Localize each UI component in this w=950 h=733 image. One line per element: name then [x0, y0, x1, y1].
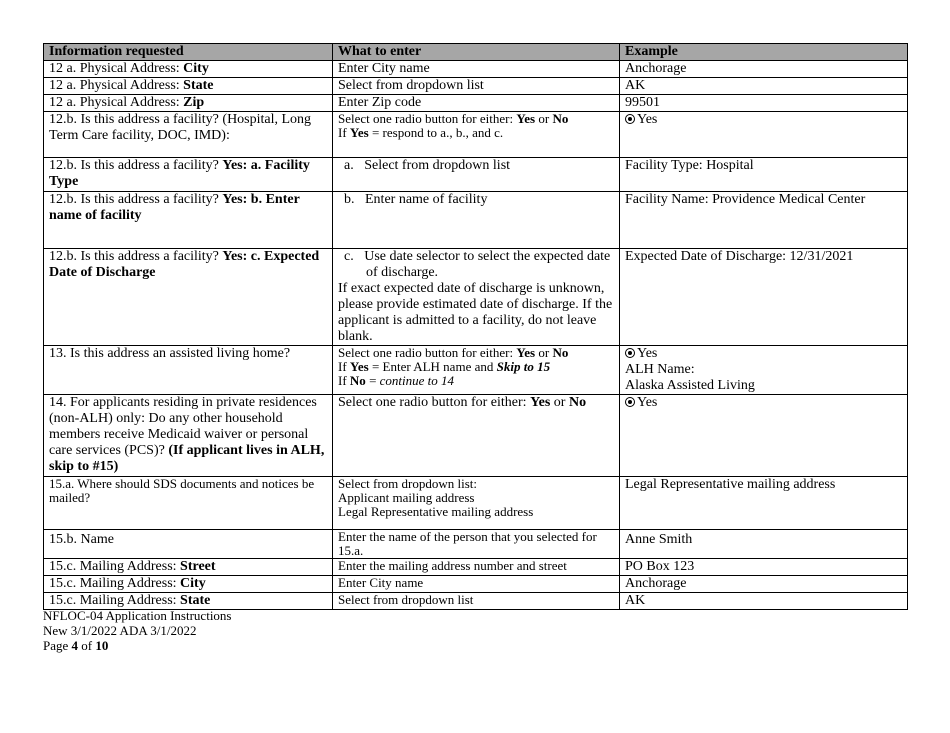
table-row — [44, 593, 908, 610]
info-cell: 12.b. Is this address a facility? Yes: c. Expected Date of Discharge — [44, 249, 333, 346]
table-row — [44, 61, 908, 78]
example-cell: 99501 — [620, 95, 908, 112]
radio-selected-icon — [625, 114, 635, 124]
enter-cell: Select from dropdown list: Applicant mailing address Legal Representative mailing address — [333, 477, 620, 530]
table-header-row — [44, 44, 908, 61]
example-cell: Yes ALH Name: Alaska Assisted Living — [620, 346, 908, 395]
table-row — [44, 346, 908, 395]
table-row — [44, 395, 908, 477]
page-footer — [43, 608, 232, 653]
footer-form-title: NFLOC-04 Application Instructions — [43, 608, 232, 623]
table-row — [44, 112, 908, 158]
example-cell: Yes — [620, 395, 908, 477]
info-cell: 12.b. Is this address a facility? Yes: a. Facility Type — [44, 158, 333, 192]
header-what-to-enter: What to enter — [333, 44, 620, 61]
table-row — [44, 530, 908, 559]
info-cell: 15.b. Name — [44, 530, 333, 559]
enter-cell: Select from dropdown list — [333, 593, 620, 610]
info-cell: 12.b. Is this address a facility? Yes: b. Enter name of facility — [44, 192, 333, 249]
footer-revision-date: New 3/1/2022 ADA 3/1/2022 — [43, 623, 197, 638]
table-row — [44, 477, 908, 530]
table-row — [44, 559, 908, 576]
enter-cell: Enter the name of the person that you selected for 15.a. — [333, 530, 620, 559]
info-cell: 13. Is this address an assisted living home? — [44, 346, 333, 395]
radio-selected-icon — [625, 348, 635, 358]
instructions-table — [43, 43, 908, 610]
example-cell: AK — [620, 78, 908, 95]
enter-cell: Select one radio button for either: Yes or No — [333, 395, 620, 477]
info-cell: 15.c. Mailing Address: Street — [44, 559, 333, 576]
header-example: Example — [620, 44, 908, 61]
info-cell: 14. For applicants residing in private residences (non-ALH) only: Do any other household members receive Medicaid waiver or personal care services (PCS)? (If applicant lives in ALH, skip to #15) — [44, 395, 333, 477]
radio-selected-icon — [625, 397, 635, 407]
enter-cell: Select one radio button for either: Yes or No If Yes = Enter ALH name and Skip to 15 If No = continue to 14 — [333, 346, 620, 395]
enter-cell: Select one radio button for either: Yes or No If Yes = respond to a., b., and c. — [333, 112, 620, 158]
header-information-requested: Information requested — [44, 44, 333, 61]
enter-cell: Enter City name — [333, 61, 620, 78]
enter-cell: a. Select from dropdown list — [333, 158, 620, 192]
example-cell: Anchorage — [620, 61, 908, 78]
enter-cell: Enter Zip code — [333, 95, 620, 112]
footer-page-number: Page 4 of 10 — [43, 638, 109, 653]
enter-cell: Enter City name — [333, 576, 620, 593]
table-row — [44, 158, 908, 192]
example-cell: Expected Date of Discharge: 12/31/2021 — [620, 249, 908, 346]
enter-cell: Enter the mailing address number and street — [333, 559, 620, 576]
example-cell: PO Box 123 — [620, 559, 908, 576]
info-cell: 12.b. Is this address a facility? (Hospital, Long Term Care facility, DOC, IMD): — [44, 112, 333, 158]
example-cell: Facility Name: Providence Medical Center — [620, 192, 908, 249]
enter-cell: b. Enter name of facility — [333, 192, 620, 249]
table-row — [44, 249, 908, 346]
info-cell: 12 a. Physical Address: State — [44, 78, 333, 95]
enter-cell: c. Use date selector to select the expected date of discharge. If exact expected date of discharge is unknown, please provide estimated date of discharge. If the applicant is admitted to a facility, do not leave blank. — [333, 249, 620, 346]
example-cell: Yes — [620, 112, 908, 158]
info-cell: 15.a. Where should SDS documents and notices be mailed? — [44, 477, 333, 530]
info-cell: 15.c. Mailing Address: State — [44, 593, 333, 610]
example-cell: Anne Smith — [620, 530, 908, 559]
example-cell: Facility Type: Hospital — [620, 158, 908, 192]
table-row — [44, 78, 908, 95]
example-cell: Anchorage — [620, 576, 908, 593]
info-cell: 12 a. Physical Address: City — [44, 61, 333, 78]
example-cell: Legal Representative mailing address — [620, 477, 908, 530]
table-row — [44, 576, 908, 593]
example-cell: AK — [620, 593, 908, 610]
info-cell: 15.c. Mailing Address: City — [44, 576, 333, 593]
table-row — [44, 95, 908, 112]
enter-cell: Select from dropdown list — [333, 78, 620, 95]
table-row — [44, 192, 908, 249]
info-cell: 12 a. Physical Address: Zip — [44, 95, 333, 112]
